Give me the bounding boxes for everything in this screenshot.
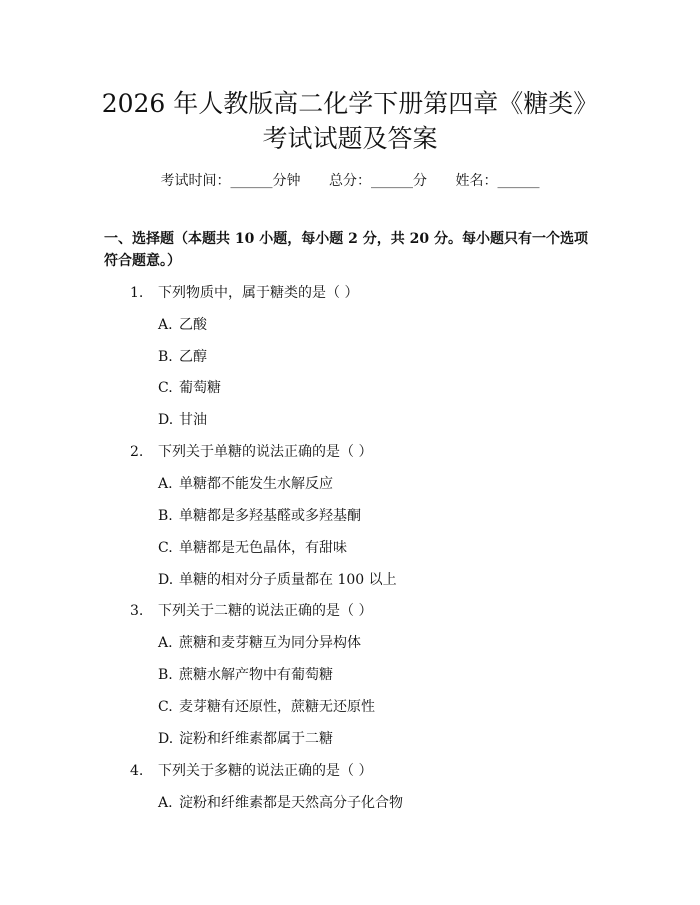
option-text: 蔗糖水解产物中有葡萄糖 xyxy=(179,667,333,683)
option-text: 单糖都不能发生水解反应 xyxy=(179,476,333,492)
option-text: 单糖的相对分子质量都在 100 以上 xyxy=(179,572,397,588)
option-letter: A. xyxy=(158,795,173,811)
section-heading: 一、选择题（本题共 10 小题，每小题 2 分，共 20 分。每小题只有一个选项符合题意。） xyxy=(104,231,588,269)
option-text: 淀粉和纤维素都是天然高分子化合物 xyxy=(179,795,403,811)
option-text: 蔗糖和麦芽糖互为同分异构体 xyxy=(179,635,361,651)
option-2c xyxy=(158,537,347,557)
option-letter: D. xyxy=(158,572,174,588)
question-2 xyxy=(130,441,372,461)
option-1c xyxy=(158,377,221,397)
question-4 xyxy=(130,760,372,780)
question-text: 下列关于二糖的说法正确的是（ ） xyxy=(158,603,373,619)
question-text: 下列关于单糖的说法正确的是（ ） xyxy=(158,444,373,460)
option-text: 淀粉和纤维素都属于二糖 xyxy=(179,731,333,747)
exam-time-field: 考试时间：______分钟 xyxy=(160,173,301,189)
option-letter: D. xyxy=(158,731,174,747)
option-1b xyxy=(158,346,207,366)
exam-info-row xyxy=(0,170,700,190)
option-text: 葡萄糖 xyxy=(179,380,221,396)
option-text: 甘油 xyxy=(179,412,207,428)
option-2d xyxy=(158,569,397,589)
option-1d xyxy=(158,409,207,429)
option-letter: A. xyxy=(158,476,173,492)
total-score-field: 总分：______分 xyxy=(329,173,427,189)
question-3 xyxy=(130,600,372,620)
option-2a xyxy=(158,473,333,493)
option-text: 麦芽糖有还原性，蔗糖无还原性 xyxy=(179,699,375,715)
page-title-line-2: 考试试题及答案 xyxy=(262,124,438,153)
question-1 xyxy=(130,282,358,302)
option-letter: C. xyxy=(158,380,173,396)
question-text: 下列关于多糖的说法正确的是（ ） xyxy=(158,763,373,779)
option-letter: D. xyxy=(158,412,174,428)
page-title-line-1: 2026 年人教版高二化学下册第四章《糖类》 xyxy=(101,89,599,118)
option-1a xyxy=(158,314,207,334)
question-number: 1. xyxy=(130,285,144,301)
question-number: 2. xyxy=(130,444,144,460)
option-text: 单糖都是多羟基醛或多羟基酮 xyxy=(179,508,361,524)
option-text: 乙醇 xyxy=(179,349,207,365)
option-4a xyxy=(158,792,403,812)
option-3d xyxy=(158,728,333,748)
option-letter: B. xyxy=(158,349,173,365)
option-letter: B. xyxy=(158,667,173,683)
option-letter: C. xyxy=(158,540,173,556)
option-letter: C. xyxy=(158,699,173,715)
option-3c xyxy=(158,696,375,716)
question-number: 3. xyxy=(130,603,144,619)
question-number: 4. xyxy=(130,763,144,779)
option-text: 乙酸 xyxy=(179,317,207,333)
student-name-field: 姓名：______ xyxy=(455,173,540,189)
option-letter: A. xyxy=(158,317,173,333)
option-letter: A. xyxy=(158,635,173,651)
question-text: 下列物质中，属于糖类的是（ ） xyxy=(158,285,359,301)
option-letter: B. xyxy=(158,508,173,524)
option-text: 单糖都是无色晶体，有甜味 xyxy=(179,540,347,556)
option-3b xyxy=(158,664,333,684)
option-3a xyxy=(158,632,361,652)
option-2b xyxy=(158,505,361,525)
